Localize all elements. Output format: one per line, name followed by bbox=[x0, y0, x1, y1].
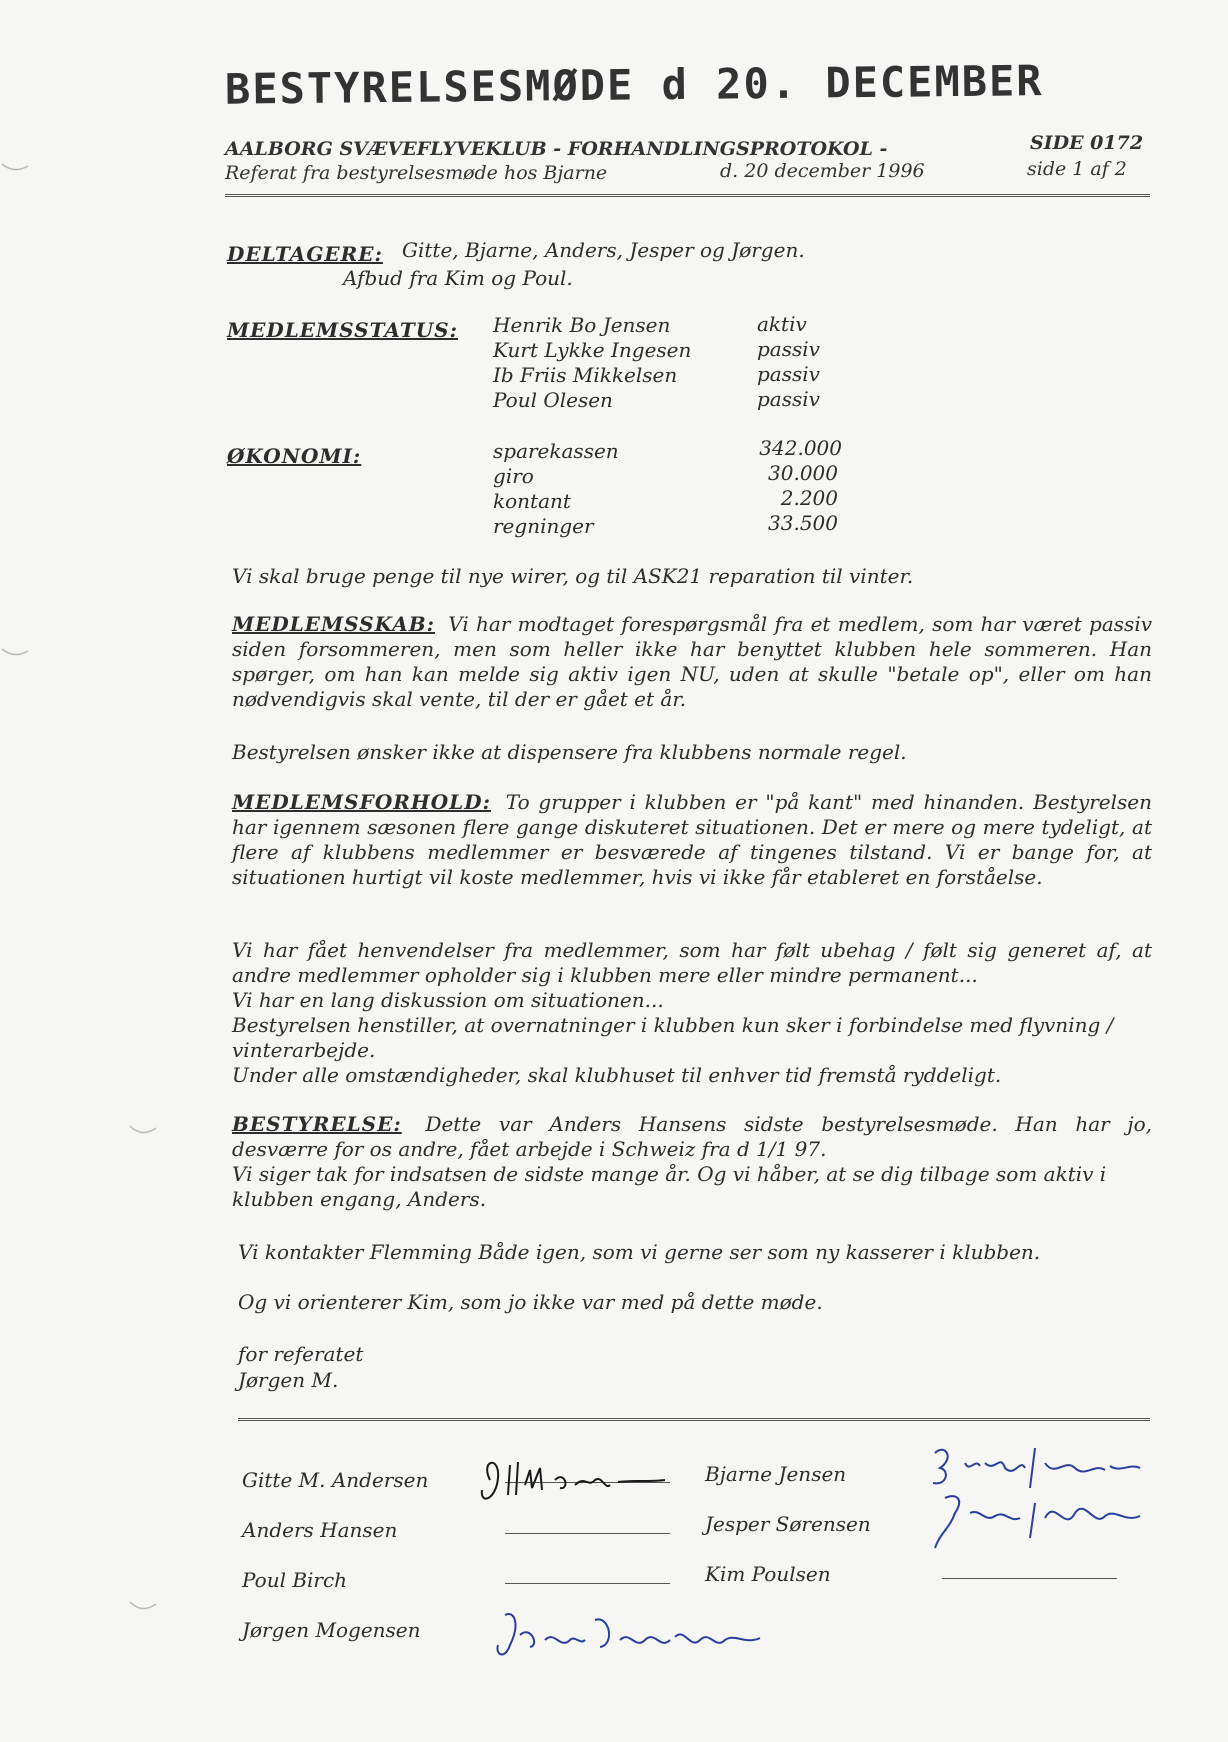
punch-hole-mark bbox=[128, 1122, 158, 1142]
medlemsstatus-label: MEDLEMSSTATUS: bbox=[227, 318, 458, 342]
medlemsskab-label: MEDLEMSSKAB: bbox=[232, 612, 435, 636]
bestyrelse-paragraph bbox=[232, 1112, 1152, 1162]
closing-author: Jørgen M. bbox=[238, 1368, 339, 1392]
finance-item: sparekassen bbox=[493, 439, 619, 463]
deltagere-list: Gitte, Bjarne, Anders, Jesper og Jørgen. bbox=[402, 238, 805, 262]
member-status: passiv bbox=[757, 337, 820, 361]
finance-amount: 342.000 bbox=[759, 436, 842, 460]
medlemsforhold-paragraph bbox=[232, 790, 1152, 890]
signature-jorgen-scribble bbox=[490, 1605, 770, 1665]
orientering-note: Og vi orienterer Kim, som jo ikke var med på dette møde. bbox=[238, 1290, 823, 1314]
signatory-name: Kim Poulsen bbox=[705, 1562, 831, 1586]
finance-amount: 30.000 bbox=[768, 461, 838, 485]
kasserer-note: Vi kontakter Flemming Både igen, som vi gerne ser som ny kasserer i klubben. bbox=[238, 1240, 1041, 1264]
closing-line: for referatet bbox=[238, 1342, 364, 1366]
signature-line bbox=[942, 1578, 1117, 1579]
henvendelser-line: Under alle omstændigheder, skal klubhuset til enhver tid fremstå ryddeligt. bbox=[232, 1063, 1002, 1087]
signatory-name: Anders Hansen bbox=[242, 1518, 398, 1542]
signature-gitte-scribble bbox=[470, 1450, 670, 1510]
signature-line bbox=[505, 1583, 670, 1584]
medlemsskab-decision: Bestyrelsen ønsker ikke at dispensere fra klubbens normale regel. bbox=[232, 740, 907, 764]
bestyrelse-label: BESTYRELSE: bbox=[232, 1112, 402, 1136]
page-code: SIDE 0172 bbox=[1030, 132, 1144, 154]
member-name: Kurt Lykke Ingesen bbox=[493, 338, 692, 362]
finance-amount: 2.200 bbox=[780, 486, 838, 510]
member-status: passiv bbox=[757, 362, 820, 386]
finance-amount: 33.500 bbox=[768, 511, 838, 535]
money-note: Vi skal bruge penge til nye wirer, og til ASK21 reparation til vinter. bbox=[232, 564, 914, 588]
finance-item: giro bbox=[493, 464, 534, 488]
member-status: passiv bbox=[757, 387, 820, 411]
punch-hole-mark bbox=[0, 645, 30, 665]
punch-hole-mark bbox=[0, 160, 30, 180]
bestyrelse-thanks: Vi siger tak for indsatsen de sidste mange år. Og vi håber, at se dig tilbage som aktiv i klubben engang, Anders. bbox=[232, 1162, 1107, 1211]
medlemsskab-text: Vi har modtaget forespørgsmål fra et medlem, som har været passiv siden forsommeren, men som heller ikke har benyttet klubben hele sommeren. Han spørger, om han kan melde sig aktiv igen NU, uden at skulle "betale op", eller om han nødvendigvis skal vente, til der er gået et år. bbox=[232, 612, 1153, 711]
signature-bjarne-jesper-scribble bbox=[925, 1438, 1155, 1558]
page-number: side 1 af 2 bbox=[1027, 158, 1127, 180]
signatory-name: Gitte M. Andersen bbox=[242, 1468, 429, 1492]
meeting-subtitle: Referat fra bestyrelsesmøde hos Bjarne bbox=[225, 162, 608, 184]
deltagere-label: DELTAGERE: bbox=[227, 242, 383, 266]
document-title: BESTYRELSESMØDE d 20. DECEMBER bbox=[224, 56, 1044, 114]
club-header: AALBORG SVÆVEFLYVEKLUB - FORHANDLINGSPROTOKOL - bbox=[225, 138, 888, 160]
punch-hole-mark bbox=[128, 1598, 158, 1618]
medlemsforhold-text: To grupper i klubben er "på kant" med hinanden. Bestyrelsen har igennem sæsonen flere gange diskuteret situationen. Det er mere og mere tydeligt, at flere af klubbens medlemmer er besværede af tingenes tilstand. Vi er bange for, at situationen hurtigt vil koste medlemmer, hvis vi ikke får etableret en forståelse. bbox=[232, 790, 1152, 889]
member-name: Poul Olesen bbox=[493, 388, 613, 412]
bestyrelse-text: Dette var Anders Hansens sidste bestyrelsesmøde. Han har jo, desværre for os andre, fået arbejde i Schweiz fra d 1/1 97. bbox=[232, 1112, 1152, 1161]
henvendelser-line: Vi har en lang diskussion om situationen... bbox=[232, 988, 664, 1012]
member-status: aktiv bbox=[757, 312, 807, 336]
henvendelser-line: Bestyrelsen henstiller, at overnatninger i klubben kun sker i forbindelse med flyvning / vinterarbejde. bbox=[232, 1013, 1114, 1062]
meeting-date: d. 20 december 1996 bbox=[720, 160, 925, 182]
henvendelser-line: Vi har fået henvendelser fra medlemmer, som har følt ubehag / følt sig generet af, at andre medlemmer opholder sig i klubben mere eller mindre permanent... bbox=[232, 938, 1152, 987]
medlemsforhold-label: MEDLEMSFORHOLD: bbox=[232, 790, 491, 814]
header-divider bbox=[225, 194, 1150, 197]
member-name: Henrik Bo Jensen bbox=[493, 313, 671, 337]
signatory-name: Poul Birch bbox=[242, 1568, 348, 1592]
signatory-name: Jørgen Mogensen bbox=[242, 1618, 421, 1642]
signature-line bbox=[505, 1533, 670, 1534]
finance-item: kontant bbox=[493, 489, 571, 513]
afbud-line: Afbud fra Kim og Poul. bbox=[343, 266, 573, 290]
signature-divider bbox=[238, 1418, 1150, 1421]
signatory-name: Bjarne Jensen bbox=[705, 1462, 847, 1486]
member-name: Ib Friis Mikkelsen bbox=[493, 363, 678, 387]
okonomi-label: ØKONOMI: bbox=[227, 444, 362, 468]
signatory-name: Jesper Sørensen bbox=[705, 1512, 871, 1536]
medlemsskab-paragraph bbox=[232, 612, 1152, 712]
finance-item: regninger bbox=[493, 514, 594, 538]
